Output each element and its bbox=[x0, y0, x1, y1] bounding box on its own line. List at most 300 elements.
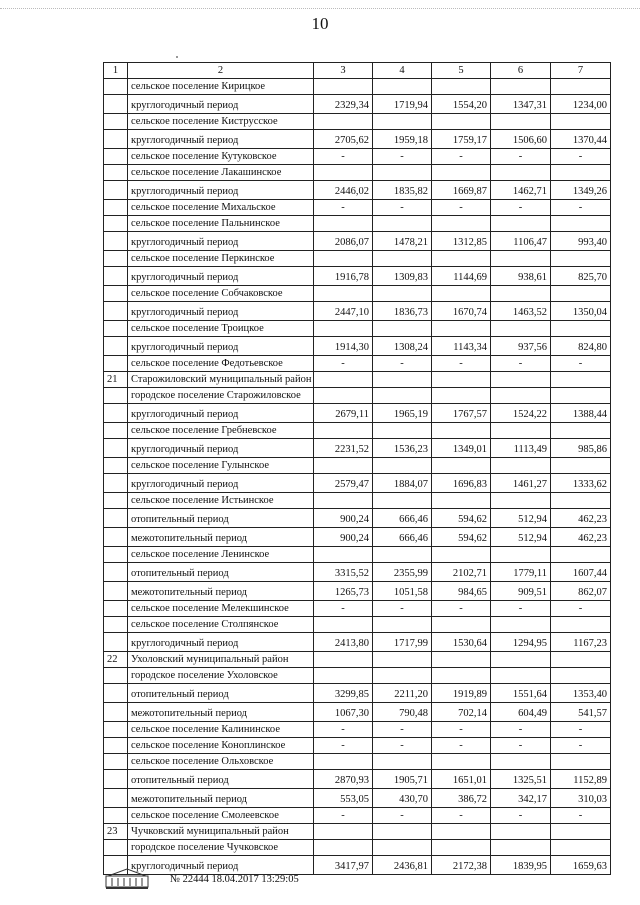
settlement-name: сельское поселение Киструсское bbox=[128, 114, 314, 130]
value-cell: 1106,47 bbox=[491, 232, 551, 251]
row-number-cell bbox=[104, 668, 128, 684]
value-cell bbox=[551, 547, 611, 563]
row-number-cell bbox=[104, 509, 128, 528]
settlement-name: сельское поселение Смолеевское bbox=[128, 808, 314, 824]
value-cell bbox=[491, 423, 551, 439]
settlement-name: Старожиловский муниципальный район bbox=[128, 372, 314, 388]
col-header: 1 bbox=[104, 63, 128, 79]
value-cell: 2446,02 bbox=[314, 181, 373, 200]
value-cell: 1478,21 bbox=[373, 232, 432, 251]
settlement-name: сельское поселение Ольховское bbox=[128, 754, 314, 770]
table-row bbox=[104, 474, 611, 493]
period-label: межотопительный период bbox=[128, 789, 314, 808]
table-row bbox=[104, 509, 611, 528]
table-row bbox=[104, 165, 611, 181]
value-cell bbox=[491, 824, 551, 840]
table-row bbox=[104, 337, 611, 356]
table-row bbox=[104, 404, 611, 423]
value-cell: 1959,18 bbox=[373, 130, 432, 149]
value-cell: 1308,24 bbox=[373, 337, 432, 356]
value-cell: 938,61 bbox=[491, 267, 551, 286]
value-cell: 790,48 bbox=[373, 703, 432, 722]
row-number-cell bbox=[104, 337, 128, 356]
table-row bbox=[104, 652, 611, 668]
row-number-cell bbox=[104, 474, 128, 493]
value-cell: 1835,82 bbox=[373, 181, 432, 200]
settlement-name: сельское поселение Троицкое bbox=[128, 321, 314, 337]
value-cell: 1836,73 bbox=[373, 302, 432, 321]
col-header: 3 bbox=[314, 63, 373, 79]
value-cell bbox=[551, 216, 611, 232]
period-label: круглогодичный период bbox=[128, 439, 314, 458]
value-cell: 1554,20 bbox=[432, 95, 491, 114]
period-label: круглогодичный период bbox=[128, 856, 314, 875]
settlement-name: Чучковский муниципальный район bbox=[128, 824, 314, 840]
value-cell bbox=[432, 423, 491, 439]
row-number-cell bbox=[104, 130, 128, 149]
row-number-cell bbox=[104, 165, 128, 181]
table-row bbox=[104, 388, 611, 404]
value-cell bbox=[432, 824, 491, 840]
value-cell: 1659,63 bbox=[551, 856, 611, 875]
table-row bbox=[104, 356, 611, 372]
row-number-cell bbox=[104, 738, 128, 754]
value-cell bbox=[491, 388, 551, 404]
value-cell: 1349,26 bbox=[551, 181, 611, 200]
row-number-cell bbox=[104, 789, 128, 808]
value-cell: 3315,52 bbox=[314, 563, 373, 582]
value-cell: 1312,85 bbox=[432, 232, 491, 251]
value-cell: - bbox=[551, 200, 611, 216]
row-number-cell bbox=[104, 232, 128, 251]
row-number-cell bbox=[104, 840, 128, 856]
table-row bbox=[104, 738, 611, 754]
value-cell: 386,72 bbox=[432, 789, 491, 808]
table-row bbox=[104, 216, 611, 232]
period-label: межотопительный период bbox=[128, 703, 314, 722]
settlement-name: сельское поселение Федотьевское bbox=[128, 356, 314, 372]
value-cell: - bbox=[551, 808, 611, 824]
period-label: межотопительный период bbox=[128, 528, 314, 547]
value-cell: 1536,23 bbox=[373, 439, 432, 458]
value-cell: 1347,31 bbox=[491, 95, 551, 114]
table-row bbox=[104, 423, 611, 439]
table-row bbox=[104, 754, 611, 770]
value-cell: 1524,22 bbox=[491, 404, 551, 423]
value-cell: - bbox=[551, 356, 611, 372]
settlement-name: сельское поселение Коноплинское bbox=[128, 738, 314, 754]
row-number-cell bbox=[104, 321, 128, 337]
table-row bbox=[104, 286, 611, 302]
table-row bbox=[104, 130, 611, 149]
value-cell: 462,23 bbox=[551, 509, 611, 528]
value-cell: - bbox=[491, 738, 551, 754]
period-label: круглогодичный период bbox=[128, 232, 314, 251]
period-label: круглогодичный период bbox=[128, 633, 314, 652]
value-cell: - bbox=[432, 808, 491, 824]
row-number-cell: 23 bbox=[104, 824, 128, 840]
value-cell: - bbox=[373, 356, 432, 372]
tariff-table bbox=[103, 62, 611, 875]
value-cell: 2870,93 bbox=[314, 770, 373, 789]
value-cell: 1669,87 bbox=[432, 181, 491, 200]
value-cell: - bbox=[551, 722, 611, 738]
value-cell: - bbox=[551, 601, 611, 617]
value-cell bbox=[373, 372, 432, 388]
row-number-cell bbox=[104, 251, 128, 267]
value-cell bbox=[491, 617, 551, 633]
table-row bbox=[104, 79, 611, 95]
value-cell: - bbox=[314, 200, 373, 216]
value-cell bbox=[432, 840, 491, 856]
value-cell: - bbox=[314, 601, 373, 617]
value-cell: 1607,44 bbox=[551, 563, 611, 582]
row-number-cell bbox=[104, 404, 128, 423]
settlement-name: сельское поселение Пальнинское bbox=[128, 216, 314, 232]
value-cell: 1067,30 bbox=[314, 703, 373, 722]
value-cell: 2172,38 bbox=[432, 856, 491, 875]
table-row bbox=[104, 149, 611, 165]
value-cell bbox=[491, 286, 551, 302]
value-cell: 2413,80 bbox=[314, 633, 373, 652]
value-cell bbox=[551, 754, 611, 770]
value-cell: - bbox=[432, 149, 491, 165]
row-number-cell bbox=[104, 423, 128, 439]
value-cell: 1670,74 bbox=[432, 302, 491, 321]
period-label: отопительный период bbox=[128, 509, 314, 528]
table-body bbox=[104, 63, 611, 875]
value-cell bbox=[551, 251, 611, 267]
value-cell bbox=[551, 388, 611, 404]
value-cell bbox=[373, 251, 432, 267]
table-row bbox=[104, 770, 611, 789]
row-number-cell bbox=[104, 267, 128, 286]
value-cell bbox=[491, 547, 551, 563]
period-label: круглогодичный период bbox=[128, 404, 314, 423]
value-cell bbox=[373, 321, 432, 337]
value-cell bbox=[432, 165, 491, 181]
value-cell bbox=[314, 824, 373, 840]
value-cell bbox=[551, 321, 611, 337]
value-cell: 993,40 bbox=[551, 232, 611, 251]
row-number-cell bbox=[104, 703, 128, 722]
row-number-cell bbox=[104, 722, 128, 738]
value-cell bbox=[314, 251, 373, 267]
value-cell: 1353,40 bbox=[551, 684, 611, 703]
row-number-cell bbox=[104, 200, 128, 216]
value-cell: 1152,89 bbox=[551, 770, 611, 789]
row-number-cell bbox=[104, 286, 128, 302]
value-cell bbox=[432, 493, 491, 509]
row-number-cell bbox=[104, 388, 128, 404]
settlement-name: сельское поселение Мелекшинское bbox=[128, 601, 314, 617]
value-cell: 1914,30 bbox=[314, 337, 373, 356]
value-cell bbox=[551, 165, 611, 181]
table-row bbox=[104, 617, 611, 633]
value-cell bbox=[491, 754, 551, 770]
value-cell bbox=[432, 79, 491, 95]
value-cell: 1530,64 bbox=[432, 633, 491, 652]
value-cell: 1463,52 bbox=[491, 302, 551, 321]
value-cell bbox=[491, 251, 551, 267]
value-cell: 1265,73 bbox=[314, 582, 373, 601]
value-cell: 1461,27 bbox=[491, 474, 551, 493]
value-cell: 984,65 bbox=[432, 582, 491, 601]
value-cell bbox=[432, 458, 491, 474]
value-cell: 2447,10 bbox=[314, 302, 373, 321]
settlement-name: сельское поселение Столпянское bbox=[128, 617, 314, 633]
value-cell: 1651,01 bbox=[432, 770, 491, 789]
value-cell bbox=[491, 458, 551, 474]
value-cell: 1349,01 bbox=[432, 439, 491, 458]
value-cell: 2102,71 bbox=[432, 563, 491, 582]
value-cell bbox=[314, 547, 373, 563]
document-stamp-text: № 22444 18.04.2017 13:29:05 bbox=[170, 874, 299, 885]
value-cell: 541,57 bbox=[551, 703, 611, 722]
row-number-cell bbox=[104, 617, 128, 633]
value-cell bbox=[314, 668, 373, 684]
settlement-name: сельское поселение Михальское bbox=[128, 200, 314, 216]
value-cell: 985,86 bbox=[551, 439, 611, 458]
value-cell: 342,17 bbox=[491, 789, 551, 808]
value-cell: 2436,81 bbox=[373, 856, 432, 875]
value-cell: 430,70 bbox=[373, 789, 432, 808]
value-cell: 900,24 bbox=[314, 509, 373, 528]
value-cell bbox=[432, 114, 491, 130]
value-cell: 909,51 bbox=[491, 582, 551, 601]
value-cell: 1325,51 bbox=[491, 770, 551, 789]
table-header-row bbox=[104, 63, 611, 79]
period-label: круглогодичный период bbox=[128, 181, 314, 200]
value-cell bbox=[551, 840, 611, 856]
value-cell bbox=[373, 652, 432, 668]
value-cell bbox=[551, 372, 611, 388]
value-cell bbox=[551, 824, 611, 840]
value-cell: 702,14 bbox=[432, 703, 491, 722]
value-cell bbox=[432, 251, 491, 267]
table-row bbox=[104, 601, 611, 617]
value-cell bbox=[551, 286, 611, 302]
table-row bbox=[104, 439, 611, 458]
value-cell bbox=[491, 493, 551, 509]
value-cell: - bbox=[373, 601, 432, 617]
value-cell bbox=[432, 388, 491, 404]
table-row bbox=[104, 95, 611, 114]
value-cell: 594,62 bbox=[432, 528, 491, 547]
value-cell bbox=[314, 372, 373, 388]
value-cell bbox=[314, 754, 373, 770]
value-cell bbox=[491, 372, 551, 388]
settlement-name: сельское поселение Гулынское bbox=[128, 458, 314, 474]
value-cell bbox=[491, 216, 551, 232]
value-cell bbox=[373, 114, 432, 130]
value-cell bbox=[491, 321, 551, 337]
row-number-cell: 22 bbox=[104, 652, 128, 668]
value-cell: - bbox=[373, 149, 432, 165]
value-cell: 2211,20 bbox=[373, 684, 432, 703]
settlement-name: сельское поселение Ленинское bbox=[128, 547, 314, 563]
period-label: круглогодичный период bbox=[128, 130, 314, 149]
table-row bbox=[104, 114, 611, 130]
table-row bbox=[104, 528, 611, 547]
top-scan-line bbox=[0, 8, 640, 9]
value-cell: 1167,23 bbox=[551, 633, 611, 652]
footer bbox=[100, 868, 620, 892]
settlement-name: сельское поселение Собчаковское bbox=[128, 286, 314, 302]
value-cell bbox=[373, 617, 432, 633]
value-cell: - bbox=[491, 149, 551, 165]
value-cell: 1294,95 bbox=[491, 633, 551, 652]
value-cell bbox=[491, 652, 551, 668]
value-cell bbox=[491, 840, 551, 856]
value-cell: 1370,44 bbox=[551, 130, 611, 149]
value-cell: - bbox=[314, 738, 373, 754]
settlement-name: Ухоловский муниципальный район bbox=[128, 652, 314, 668]
value-cell: - bbox=[491, 808, 551, 824]
value-cell: 862,07 bbox=[551, 582, 611, 601]
col-header: 7 bbox=[551, 63, 611, 79]
value-cell bbox=[314, 286, 373, 302]
value-cell bbox=[491, 668, 551, 684]
value-cell bbox=[373, 754, 432, 770]
value-cell bbox=[373, 79, 432, 95]
value-cell bbox=[314, 423, 373, 439]
value-cell: - bbox=[432, 722, 491, 738]
period-label: круглогодичный период bbox=[128, 337, 314, 356]
value-cell bbox=[314, 321, 373, 337]
value-cell: 666,46 bbox=[373, 509, 432, 528]
value-cell: 553,05 bbox=[314, 789, 373, 808]
col-header: 5 bbox=[432, 63, 491, 79]
row-number-cell bbox=[104, 114, 128, 130]
value-cell: - bbox=[432, 356, 491, 372]
row-number-cell bbox=[104, 601, 128, 617]
value-cell bbox=[551, 652, 611, 668]
value-cell: 2086,07 bbox=[314, 232, 373, 251]
table-row bbox=[104, 824, 611, 840]
period-label: отопительный период bbox=[128, 684, 314, 703]
value-cell: 2705,62 bbox=[314, 130, 373, 149]
table-row bbox=[104, 668, 611, 684]
value-cell bbox=[314, 79, 373, 95]
value-cell: - bbox=[373, 722, 432, 738]
table-row bbox=[104, 808, 611, 824]
period-label: круглогодичный период bbox=[128, 267, 314, 286]
value-cell bbox=[551, 668, 611, 684]
settlement-name: сельское поселение Перкинское bbox=[128, 251, 314, 267]
row-number-cell bbox=[104, 754, 128, 770]
value-cell: 1779,11 bbox=[491, 563, 551, 582]
value-cell: - bbox=[373, 738, 432, 754]
period-label: межотопительный период bbox=[128, 582, 314, 601]
value-cell bbox=[491, 79, 551, 95]
value-cell: 1051,58 bbox=[373, 582, 432, 601]
value-cell: 2679,11 bbox=[314, 404, 373, 423]
value-cell: 2231,52 bbox=[314, 439, 373, 458]
value-cell: 1839,95 bbox=[491, 856, 551, 875]
value-cell: - bbox=[373, 808, 432, 824]
row-number-cell bbox=[104, 356, 128, 372]
value-cell: - bbox=[551, 149, 611, 165]
value-cell: 2355,99 bbox=[373, 563, 432, 582]
table-row bbox=[104, 372, 611, 388]
value-cell bbox=[314, 840, 373, 856]
row-number-cell bbox=[104, 528, 128, 547]
value-cell: 2329,34 bbox=[314, 95, 373, 114]
value-cell bbox=[551, 458, 611, 474]
value-cell: 937,56 bbox=[491, 337, 551, 356]
value-cell bbox=[373, 165, 432, 181]
value-cell: 462,23 bbox=[551, 528, 611, 547]
value-cell bbox=[373, 388, 432, 404]
value-cell bbox=[314, 617, 373, 633]
value-cell: 1144,69 bbox=[432, 267, 491, 286]
row-number-cell bbox=[104, 149, 128, 165]
value-cell bbox=[432, 617, 491, 633]
value-cell bbox=[491, 165, 551, 181]
settlement-name: сельское поселение Гребневское bbox=[128, 423, 314, 439]
row-number-cell bbox=[104, 458, 128, 474]
value-cell: 1696,83 bbox=[432, 474, 491, 493]
value-cell: 1916,78 bbox=[314, 267, 373, 286]
value-cell: 1884,07 bbox=[373, 474, 432, 493]
settlement-name: городское поселение Старожиловское bbox=[128, 388, 314, 404]
row-number-cell: 21 bbox=[104, 372, 128, 388]
value-cell: 666,46 bbox=[373, 528, 432, 547]
value-cell: - bbox=[491, 356, 551, 372]
settlement-name: городское поселение Ухоловское bbox=[128, 668, 314, 684]
table-row bbox=[104, 181, 611, 200]
value-cell bbox=[314, 388, 373, 404]
table-row bbox=[104, 703, 611, 722]
value-cell: - bbox=[314, 808, 373, 824]
period-label: круглогодичный период bbox=[128, 474, 314, 493]
row-number-cell bbox=[104, 684, 128, 703]
table-row bbox=[104, 789, 611, 808]
settlement-name: сельское поселение Кутуковское bbox=[128, 149, 314, 165]
value-cell: - bbox=[314, 722, 373, 738]
value-cell: 1919,89 bbox=[432, 684, 491, 703]
value-cell bbox=[432, 216, 491, 232]
value-cell: 3299,85 bbox=[314, 684, 373, 703]
table-row bbox=[104, 840, 611, 856]
value-cell: - bbox=[491, 200, 551, 216]
table-row bbox=[104, 684, 611, 703]
table-row bbox=[104, 582, 611, 601]
value-cell bbox=[551, 493, 611, 509]
table-row bbox=[104, 547, 611, 563]
value-cell bbox=[551, 114, 611, 130]
value-cell bbox=[432, 652, 491, 668]
value-cell: - bbox=[491, 722, 551, 738]
value-cell bbox=[432, 754, 491, 770]
table-row bbox=[104, 267, 611, 286]
value-cell bbox=[373, 493, 432, 509]
value-cell bbox=[373, 216, 432, 232]
value-cell: - bbox=[314, 356, 373, 372]
value-cell: - bbox=[432, 601, 491, 617]
value-cell bbox=[373, 286, 432, 302]
row-number-cell bbox=[104, 547, 128, 563]
value-cell: 604,49 bbox=[491, 703, 551, 722]
value-cell bbox=[432, 547, 491, 563]
value-cell: 1234,00 bbox=[551, 95, 611, 114]
table-row bbox=[104, 200, 611, 216]
period-label: отопительный период bbox=[128, 563, 314, 582]
table-row bbox=[104, 251, 611, 267]
row-number-cell bbox=[104, 582, 128, 601]
value-cell: - bbox=[491, 601, 551, 617]
